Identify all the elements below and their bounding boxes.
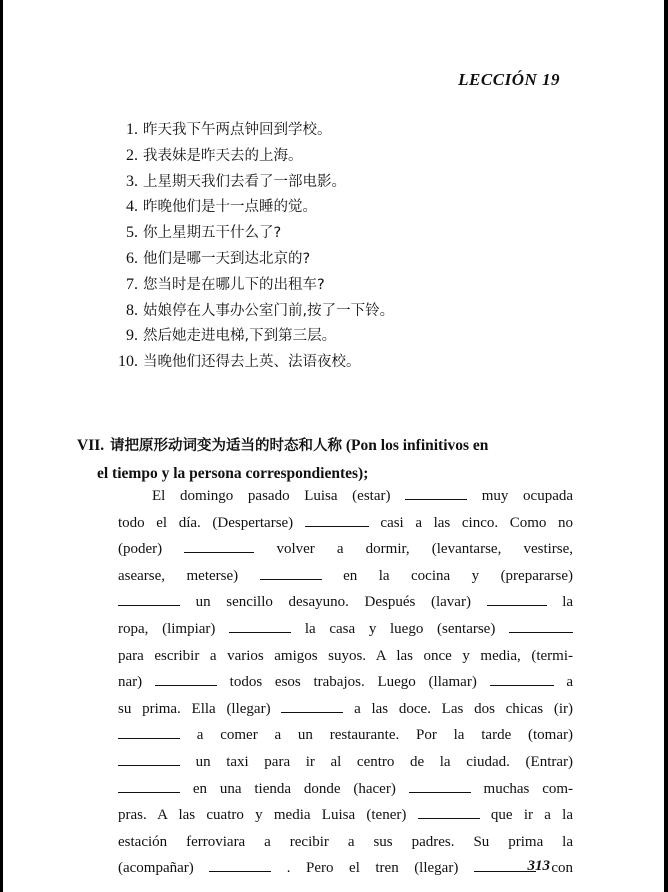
list-item: 4. 昨晚他们是十一点睡的觉。	[126, 198, 317, 216]
answer-blank[interactable]	[490, 672, 554, 686]
answer-blank[interactable]	[409, 779, 471, 793]
exercise-paragraph	[118, 483, 573, 882]
exercise-line: todo el día. (Despertarse) casi a las cinco. Como no	[118, 514, 573, 531]
exercise-line: (acompañar) . Pero el tren (llegar) con	[118, 860, 573, 877]
exercise-line: a comer a un restaurante. Por la tarde (tomar)	[118, 722, 573, 749]
page-border-right	[664, 0, 668, 892]
list-item: 2. 我表妹是昨天去的上海。	[126, 146, 303, 164]
lesson-header: LECCIÓN 19	[458, 70, 560, 89]
exercise-line: nar) todos esos trabajos. Luego (llamar) a	[118, 674, 574, 691]
answer-blank[interactable]	[118, 779, 180, 793]
list-item: 5. 你上星期五干什么了?	[126, 224, 282, 242]
answer-blank[interactable]	[118, 592, 180, 606]
exercise-line: un taxi para ir al centro de la ciudad. (Entrar)	[118, 749, 573, 776]
section-number: VII.	[77, 437, 105, 454]
answer-blank[interactable]	[209, 858, 271, 872]
list-item: 8. 姑娘停在人事办公室门前,按了一下铃。	[126, 301, 395, 319]
answer-blank[interactable]	[118, 752, 180, 766]
exercise-line: El domingo pasado Luisa (estar) muy ocupada	[152, 488, 574, 504]
answer-blank[interactable]	[118, 725, 180, 739]
answer-blank[interactable]	[281, 699, 343, 713]
section-title-es: (Pon los infinitivos en	[345, 437, 489, 454]
list-item: 7. 您当时是在哪儿下的出租车?	[126, 275, 325, 293]
exercise-line: en una tienda donde (hacer) muchas com-	[118, 776, 573, 803]
answer-blank[interactable]	[229, 619, 291, 633]
section-title-zh: 请把原形动词变为适当的时态和人称	[110, 438, 343, 454]
answer-blank[interactable]	[305, 513, 369, 527]
page-number: 313	[527, 858, 550, 874]
answer-blank[interactable]	[418, 805, 480, 819]
answer-blank[interactable]	[405, 486, 467, 500]
list-item: 1. 昨天我下午两点钟回到学校。	[126, 121, 332, 138]
answer-blank[interactable]	[155, 672, 217, 686]
exercise-line: estación ferroviara a recibir a sus padres. Su prima la	[118, 833, 573, 850]
exercise-line: asearse, meterse) en la cocina y (prepararse)	[118, 567, 574, 584]
page-border-left	[0, 0, 3, 892]
list-item: 3. 上星期天我们去看了一部电影。	[126, 172, 346, 190]
exercise-line: su prima. Ella (llegar) a las doce. Las dos chicas (ir)	[118, 700, 574, 717]
list-item: 9. 然后她走进电梯,下到第三层。	[126, 327, 337, 345]
answer-blank[interactable]	[487, 592, 547, 606]
exercise-line: para escribir a varios amigos suyos. A las once y media, (termi-	[118, 647, 573, 664]
chinese-sentence-list	[108, 116, 568, 374]
exercise-line: ropa, (limpiar) la casa y luego (sentarse)	[118, 616, 573, 643]
answer-blank[interactable]	[184, 539, 254, 553]
exercise-line: un sencillo desayuno. Después (lavar) la	[118, 589, 573, 616]
section-heading	[77, 432, 577, 487]
exercise-line: (poder) volver a dormir, (levantarse, vestirse,	[118, 541, 574, 558]
answer-blank[interactable]	[509, 619, 573, 633]
list-item: 6. 他们是哪一天到达北京的?	[126, 249, 311, 267]
section-title-es-line2: el tiempo y la persona correspondientes);	[97, 465, 369, 482]
exercise-line: pras. A las cuatro y media Luisa (tener) que ir a la	[118, 807, 573, 824]
list-item: 10. 当晚他们还得去上英、法语夜校。	[118, 353, 361, 371]
answer-blank[interactable]	[260, 566, 322, 580]
